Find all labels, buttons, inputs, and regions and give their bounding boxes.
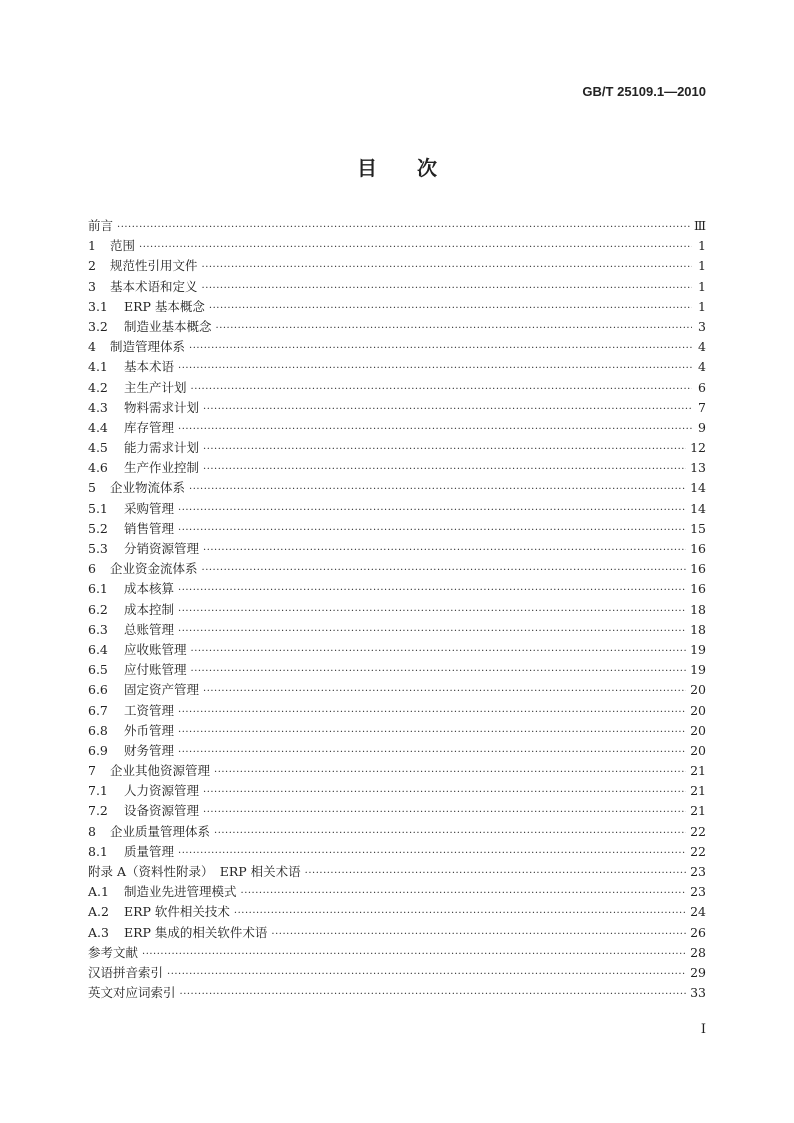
toc-entry-page: 23 (690, 884, 706, 900)
toc-entry-number: 5.3 (88, 541, 108, 556)
dot-leader (139, 238, 692, 258)
toc-entry-label: ERP 基本概念 (124, 298, 205, 314)
dot-leader (202, 279, 692, 299)
dot-leader (241, 884, 687, 904)
toc-entry-label: 销售管理 (124, 520, 175, 536)
toc-entry[interactable] (88, 882, 706, 902)
toc-entry-page: 1 (698, 238, 706, 254)
dot-leader (178, 723, 686, 743)
toc-entry-page: 19 (690, 641, 706, 657)
toc-entry-number: 3 (88, 278, 96, 294)
toc-entry-label: 成本控制 (124, 601, 175, 617)
toc-entry-label: 采购管理 (124, 500, 175, 516)
toc-entry-page: 1 (698, 298, 706, 314)
dot-leader (209, 299, 692, 319)
toc-entry[interactable] (88, 721, 706, 741)
toc-entry-label: 主生产计划 (124, 379, 187, 395)
toc-entry[interactable] (88, 519, 706, 539)
toc-entry-label: 固定资产管理 (124, 682, 200, 698)
toc-entry-number: 3.1 (88, 298, 108, 314)
toc-entry[interactable] (88, 297, 706, 317)
toc-entry-label: 财务管理 (124, 742, 175, 758)
toc-entry-page: 16 (690, 541, 706, 556)
toc-entry-page: 21 (690, 803, 706, 819)
toc-entry-label: 企业其他资源管理 (110, 763, 211, 779)
toc-entry-page: 9 (698, 419, 706, 435)
dot-leader (178, 844, 686, 864)
toc-entry-number: 6.6 (88, 682, 108, 698)
toc-entry-label: 制造业先进管理模式 (124, 884, 237, 900)
dot-leader (189, 480, 686, 500)
toc-entry-number: 6.5 (88, 662, 108, 678)
toc-entry[interactable] (88, 620, 706, 640)
toc-entry-label: 应收账管理 (124, 641, 187, 657)
toc-entry[interactable] (88, 943, 706, 963)
toc-entry-number: 6.2 (88, 601, 108, 617)
toc-entry-page: 20 (690, 722, 706, 738)
toc-entry[interactable] (88, 438, 706, 458)
dot-leader (178, 703, 686, 723)
dot-leader (271, 925, 686, 945)
toc-entry[interactable] (88, 277, 706, 297)
dot-leader (191, 642, 687, 662)
toc-entry-label: 人力资源管理 (124, 783, 200, 799)
toc-entry-page: 22 (690, 823, 706, 839)
toc-entry-page: 26 (690, 924, 706, 940)
dot-leader (203, 783, 686, 803)
toc-entry-page: 19 (690, 662, 706, 678)
toc-entry[interactable] (88, 801, 706, 821)
toc-entry-label: 工资管理 (124, 702, 175, 718)
toc-entry-page: 21 (690, 763, 706, 779)
dot-leader (203, 400, 692, 420)
toc-entry-page: 1 (698, 258, 706, 274)
dot-leader (202, 258, 692, 278)
toc-entry[interactable] (88, 478, 706, 498)
dot-leader (203, 803, 686, 823)
toc-entry-page: 1 (698, 278, 706, 294)
dot-leader (203, 682, 686, 702)
dot-leader (191, 662, 687, 682)
toc-entry-page: 15 (690, 520, 706, 536)
toc-entry-page: 4 (698, 359, 706, 375)
toc-entry[interactable] (88, 236, 706, 256)
toc-entry-label: 英文对应词索引 (88, 985, 176, 1001)
toc-entry-label: 分销资源管理 (124, 541, 200, 556)
toc-entry-number: 4.5 (88, 440, 108, 456)
dot-leader (202, 561, 687, 581)
toc-entry-number: 7 (88, 763, 96, 779)
page-number: I (700, 1022, 706, 1037)
toc-entry-page: 20 (690, 742, 706, 758)
toc-entry[interactable] (88, 842, 706, 862)
toc-entry-number: 6.7 (88, 702, 108, 718)
toc-entry-page: Ⅲ (693, 218, 706, 233)
toc-entry-label: 前言 (88, 218, 114, 233)
toc-entry[interactable] (88, 983, 706, 1003)
toc-entry-number: 8.1 (88, 843, 108, 859)
toc-entry[interactable] (88, 418, 706, 438)
toc-entry[interactable] (88, 963, 706, 983)
toc-entry-number: 4 (88, 339, 96, 355)
dot-leader (178, 622, 686, 642)
toc-entry-label: 生产作业控制 (124, 460, 200, 476)
dot-leader (178, 521, 686, 541)
toc-entry[interactable] (88, 660, 706, 680)
toc-entry-number: 2 (88, 258, 96, 274)
toc-entry-page: 20 (690, 682, 706, 698)
toc-entry[interactable] (88, 862, 706, 882)
dot-leader (203, 460, 686, 480)
toc-entry[interactable] (88, 781, 706, 801)
table-of-contents (88, 216, 706, 1003)
toc-entry[interactable] (88, 559, 706, 579)
dot-leader (189, 339, 692, 359)
toc-entry-page: 14 (690, 500, 706, 516)
toc-entry-label: 库存管理 (124, 419, 175, 435)
toc-entry-number: 4.2 (88, 379, 108, 395)
toc-entry-page: 24 (690, 904, 706, 920)
toc-entry-label: ERP 软件相关技术 (124, 904, 230, 920)
toc-entry-page: 18 (690, 621, 706, 637)
toc-entry-page: 13 (690, 460, 706, 476)
toc-entry-number: A.3 (88, 924, 109, 940)
toc-entry[interactable] (88, 317, 706, 337)
toc-entry-number: 7.2 (88, 803, 108, 819)
toc-entry[interactable] (88, 902, 706, 922)
toc-entry-label: 范围 (110, 238, 136, 254)
toc-entry-label: 制造业基本概念 (124, 318, 212, 334)
dot-leader (117, 218, 690, 238)
dot-leader (305, 864, 686, 884)
toc-entry-label: 企业物流体系 (110, 480, 186, 496)
toc-entry-label: 规范性引用文件 (110, 258, 198, 274)
toc-entry-page: 23 (690, 864, 706, 879)
toc-entry-page: 22 (690, 843, 706, 859)
toc-entry-page: 29 (690, 964, 706, 980)
toc-entry-page: 21 (690, 783, 706, 799)
toc-entry-page: 18 (690, 601, 706, 617)
toc-entry-number: A.2 (88, 904, 109, 920)
dot-leader (178, 743, 686, 763)
toc-entry-page: 33 (690, 985, 706, 1001)
toc-entry[interactable] (88, 539, 706, 559)
dot-leader (214, 824, 686, 844)
toc-entry-page: 16 (690, 581, 706, 597)
toc-entry[interactable] (88, 701, 706, 721)
toc-entry-page: 6 (698, 379, 706, 395)
toc-entry-number: 4.1 (88, 359, 108, 375)
toc-entry[interactable] (88, 761, 706, 781)
toc-entry[interactable] (88, 458, 706, 478)
dot-leader (178, 602, 686, 622)
toc-entry[interactable] (88, 378, 706, 398)
page-title: 目次 (357, 156, 477, 180)
toc-entry[interactable] (88, 680, 706, 700)
toc-entry-label: 应付账管理 (124, 662, 187, 678)
toc-entry-number: 4.6 (88, 460, 108, 476)
dot-leader (216, 319, 692, 339)
toc-entry-page: 28 (690, 944, 706, 960)
toc-entry-label: 能力需求计划 (124, 440, 200, 456)
toc-entry[interactable] (88, 499, 706, 519)
toc-entry-page: 4 (698, 339, 706, 355)
toc-entry-label: 制造管理体系 (110, 339, 186, 355)
dot-leader (214, 763, 686, 783)
toc-entry[interactable] (88, 600, 706, 620)
toc-entry-number: A.1 (88, 884, 109, 900)
toc-entry-page: 16 (690, 561, 706, 577)
standard-number: GB/T 25109.1—2010 (582, 84, 706, 99)
toc-entry-page: 7 (698, 399, 706, 415)
toc-entry[interactable] (88, 741, 706, 761)
toc-entry-page: 3 (698, 318, 706, 334)
toc-entry-number: 3.2 (88, 318, 108, 334)
toc-entry-number: 5 (88, 480, 96, 496)
toc-entry-number: 5.2 (88, 520, 108, 536)
toc-entry-label: 企业质量管理体系 (110, 823, 211, 839)
dot-leader (178, 359, 692, 379)
toc-entry-page: 20 (690, 702, 706, 718)
dot-leader (234, 904, 686, 924)
dot-leader (203, 541, 686, 561)
toc-entry-number: 6.1 (88, 581, 108, 597)
toc-entry[interactable] (88, 357, 706, 377)
toc-entry-label: 物料需求计划 (124, 399, 200, 415)
toc-entry-label: 企业资金流体系 (110, 561, 198, 577)
toc-entry-label: 基本术语和定义 (110, 278, 198, 294)
toc-entry-number: 6 (88, 561, 96, 577)
dot-leader (203, 440, 686, 460)
toc-entry[interactable] (88, 923, 706, 943)
dot-leader (178, 420, 692, 440)
toc-entry-number: 5.1 (88, 500, 108, 516)
toc-entry[interactable] (88, 256, 706, 276)
toc-entry-number: 8 (88, 823, 96, 839)
toc-entry-label: 附录 A（资料性附录） ERP 相关术语 (88, 864, 301, 879)
toc-entry-number: 6.4 (88, 641, 108, 657)
toc-entry-number: 4.3 (88, 399, 108, 415)
toc-entry-label: 参考文献 (88, 944, 139, 960)
toc-entry-number: 6.8 (88, 722, 108, 738)
dot-leader (178, 501, 686, 521)
toc-entry-page: 12 (690, 440, 706, 456)
toc-entry-label: ERP 集成的相关软件术语 (124, 924, 268, 940)
dot-leader (167, 965, 686, 985)
toc-entry[interactable] (88, 216, 706, 236)
toc-entry-label: 外币管理 (124, 722, 175, 738)
toc-entry-number: 7.1 (88, 783, 108, 799)
toc-entry-number: 4.4 (88, 419, 108, 435)
toc-entry-page: 14 (690, 480, 706, 496)
toc-entry-number: 6.3 (88, 621, 108, 637)
toc-entry-label: 质量管理 (124, 843, 175, 859)
dot-leader (191, 380, 692, 400)
toc-entry[interactable] (88, 640, 706, 660)
dot-leader (180, 985, 687, 1005)
toc-entry-label: 成本核算 (124, 581, 175, 597)
dot-leader (142, 945, 686, 965)
dot-leader (178, 581, 686, 601)
toc-entry[interactable] (88, 337, 706, 357)
toc-entry[interactable] (88, 579, 706, 599)
toc-entry-label: 设备资源管理 (124, 803, 200, 819)
toc-entry-number: 6.9 (88, 742, 108, 758)
toc-entry-number: 1 (88, 238, 96, 254)
toc-entry-label: 总账管理 (124, 621, 175, 637)
toc-entry-label: 汉语拼音索引 (88, 964, 164, 980)
toc-entry-label: 基本术语 (124, 359, 175, 375)
toc-entry[interactable] (88, 822, 706, 842)
toc-entry[interactable] (88, 398, 706, 418)
